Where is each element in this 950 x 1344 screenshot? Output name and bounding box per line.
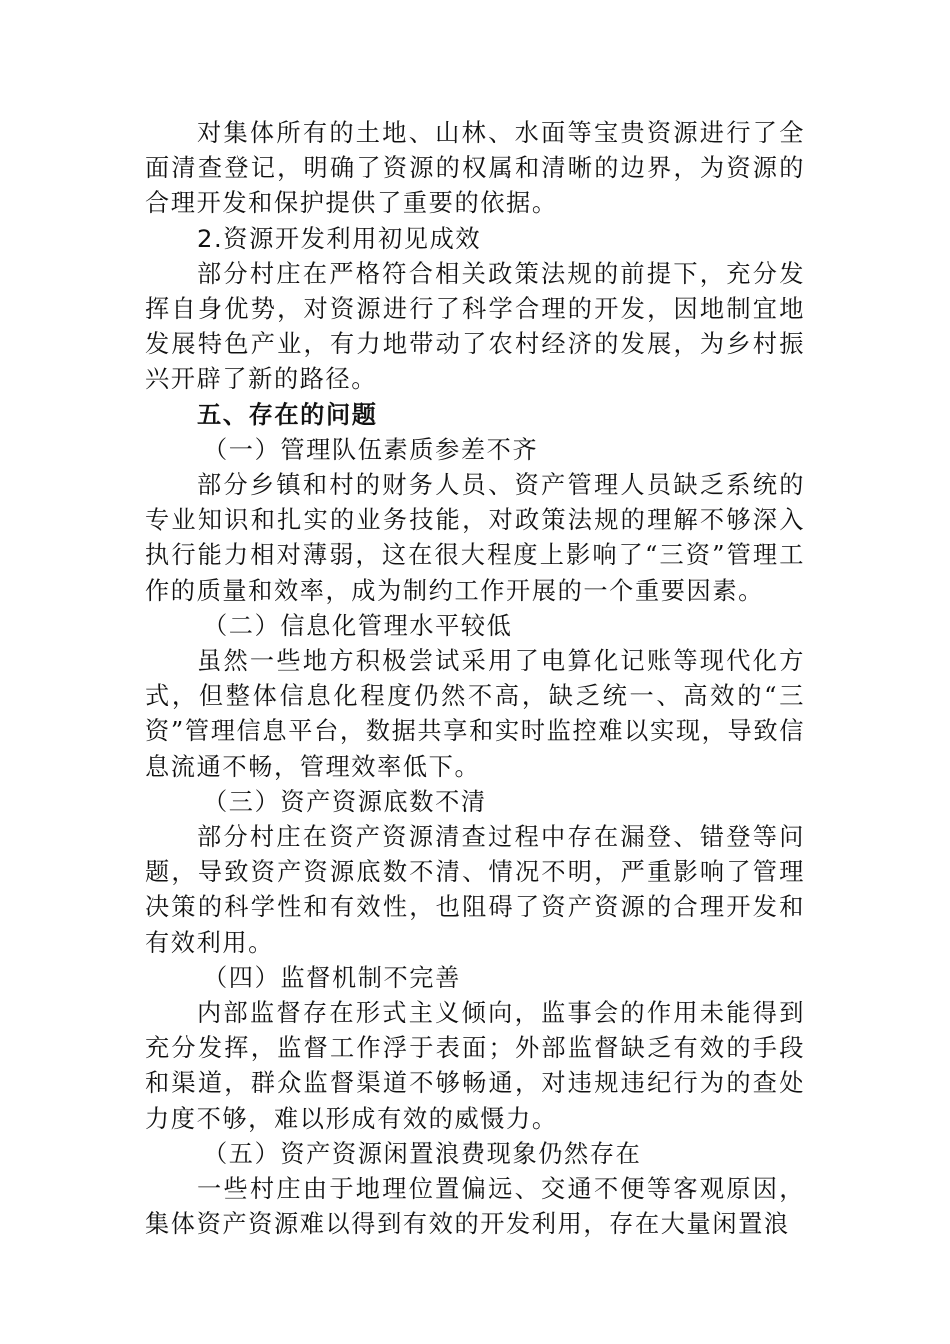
subheading-team-quality: （一）管理队伍素质参差不齐 (203, 435, 539, 464)
document-body (145, 116, 805, 1243)
paragraph-team-quality: 部分乡镇和村的财务人员、资产管理人员缺乏系统的专业知识和扎实的业务技能，对政策法规的理解不够深入执行能力相对薄弱，这在很大程度上影响了“三资”管理工作的质量和效率，成为制约工作开展的一个重要因素。 (145, 471, 805, 605)
paragraph-informatization: 虽然一些地方积极尝试采用了电算化记账等现代化方式，但整体信息化程度仍然不高，缺乏统一、高效的“三资”管理信息平台，数据共享和实时监控难以实现，导致信息流通不畅，管理效率低下。 (145, 647, 805, 781)
subheading-informatization: （二）信息化管理水平较低 (203, 611, 513, 640)
paragraph-asset-inventory: 部分村庄在资产资源清查过程中存在漏登、错登等问题，导致资产资源底数不清、情况不明，严重影响了管理决策的科学性和有效性，也阻碍了资产资源的合理开发和有效利用。 (145, 823, 805, 957)
paragraph-resource-development: 部分村庄在严格符合相关政策法规的前提下，充分发挥自身优势，对资源进行了科学合理的开发，因地制宜地发展特色产业，有力地带动了农村经济的发展，为乡村振兴开辟了新的路径。 (145, 259, 805, 394)
subheading-asset-inventory: （三）资产资源底数不清 (203, 787, 487, 816)
subheading-resource-development: 2.资源开发利用初见成效 (197, 224, 482, 253)
paragraph-supervision: 内部监督存在形式主义倾向，监事会的作用未能得到充分发挥，监督工作浮于表面；外部监督缺乏有效的手段和渠道，群众监督渠道不够畅通，对违规违纪行为的查处力度不够，难以形成有效的威慑力。 (145, 999, 805, 1133)
subheading-idle-waste: （五）资产资源闲置浪费现象仍然存在 (203, 1139, 642, 1168)
section-heading-existing-problems: 五、存在的问题 (197, 400, 378, 429)
paragraph-resource-survey: 对集体所有的土地、山林、水面等宝贵资源进行了全面清查登记，明确了资源的权属和清晰的边界，为资源的合理开发和保护提供了重要的依据。 (145, 119, 805, 218)
paragraph-idle-waste: 一些村庄由于地理位置偏远、交通不便等客观原因，集体资产资源难以得到有效的开发利用，存在大量闲置浪 (145, 1175, 805, 1239)
subheading-supervision: （四）监督机制不完善 (203, 963, 461, 992)
